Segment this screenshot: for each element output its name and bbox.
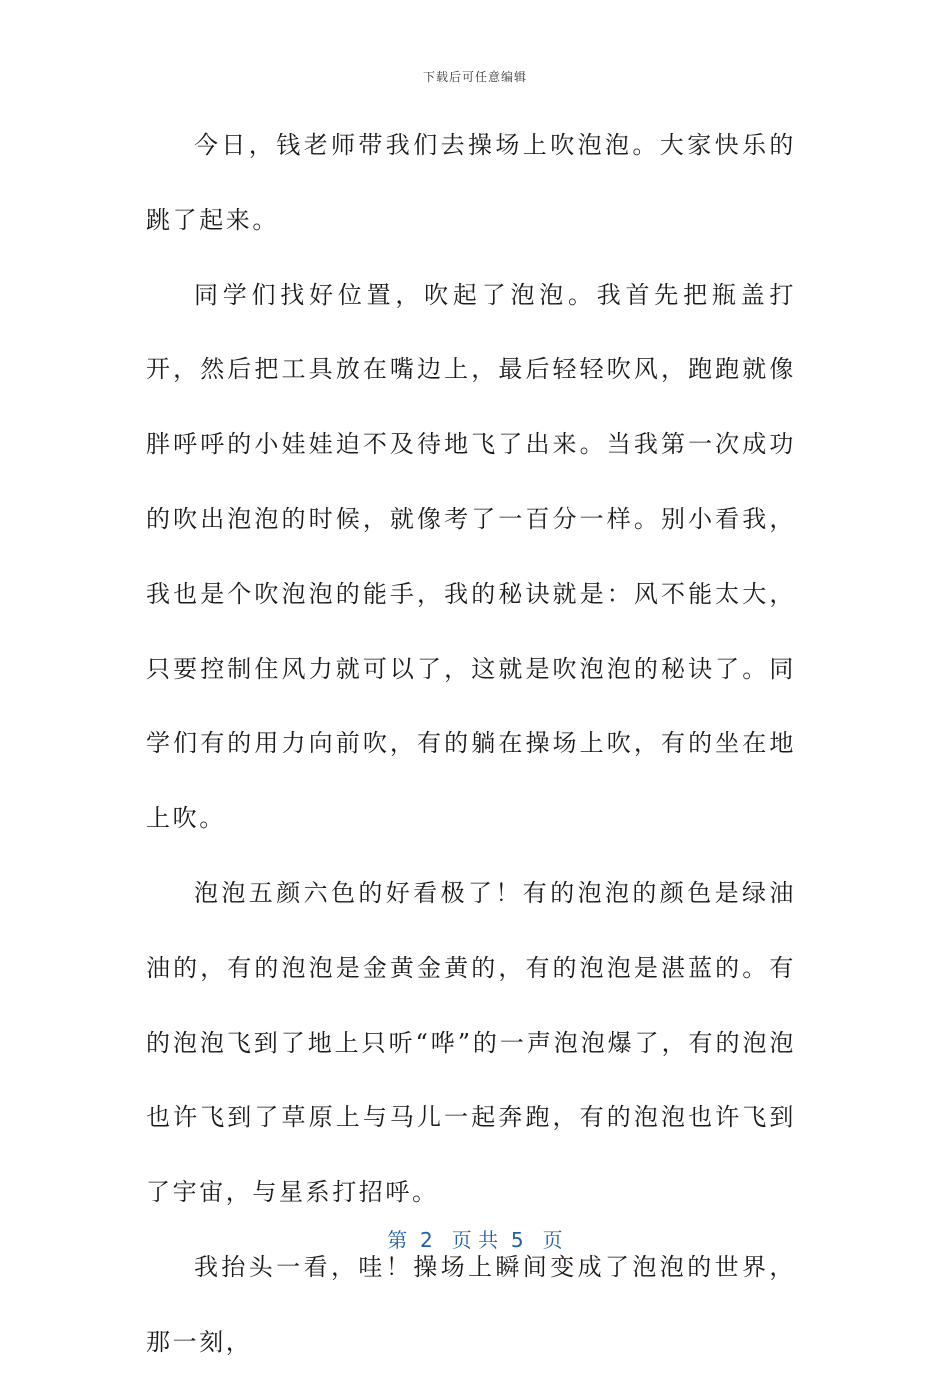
header-note: 下载后可任意编辑: [422, 70, 527, 84]
paragraph-1: 今日，钱老师带我们去操场上吹泡泡。大家快乐的跳了起来。: [146, 131, 796, 234]
paragraph-4: 我抬头一看，哇！操场上瞬间变成了泡泡的世界，那一刻，: [146, 1252, 796, 1356]
paragraph-2: 同学们找好位置，吹起了泡泡。我首先把瓶盖打开，然后把工具放在嘴边上，最后轻轻吹风，跑跑就像胖呼呼的小娃娃迫不及待地飞了出来。当我第一次成功的吹出泡泡的时候，就像考了一百分一样。别小看我，我也是个吹泡泡的能手，我的秘诀就是：风不能太大，只要控制住风力就可以了，这就是吹泡泡的秘诀了。同学们有的用力向前吹，有的躺在操场上吹，有的坐在地上吹。: [146, 280, 796, 833]
page-number-footer: 第 2 页 共 5 页: [387, 1228, 563, 1252]
document-body: [146, 108, 796, 1380]
paragraph-3: 泡泡五颜六色的好看极了！有的泡泡的颜色是绿油油的，有的泡泡是金黄金黄的，有的泡泡是湛蓝的。有的泡泡飞到了地上只听“哗”的一声泡泡爆了，有的泡泡也许飞到了草原上与马儿一起奔跑，有的泡泡也许飞到了宇宙，与星系打招呼。: [146, 878, 796, 1207]
